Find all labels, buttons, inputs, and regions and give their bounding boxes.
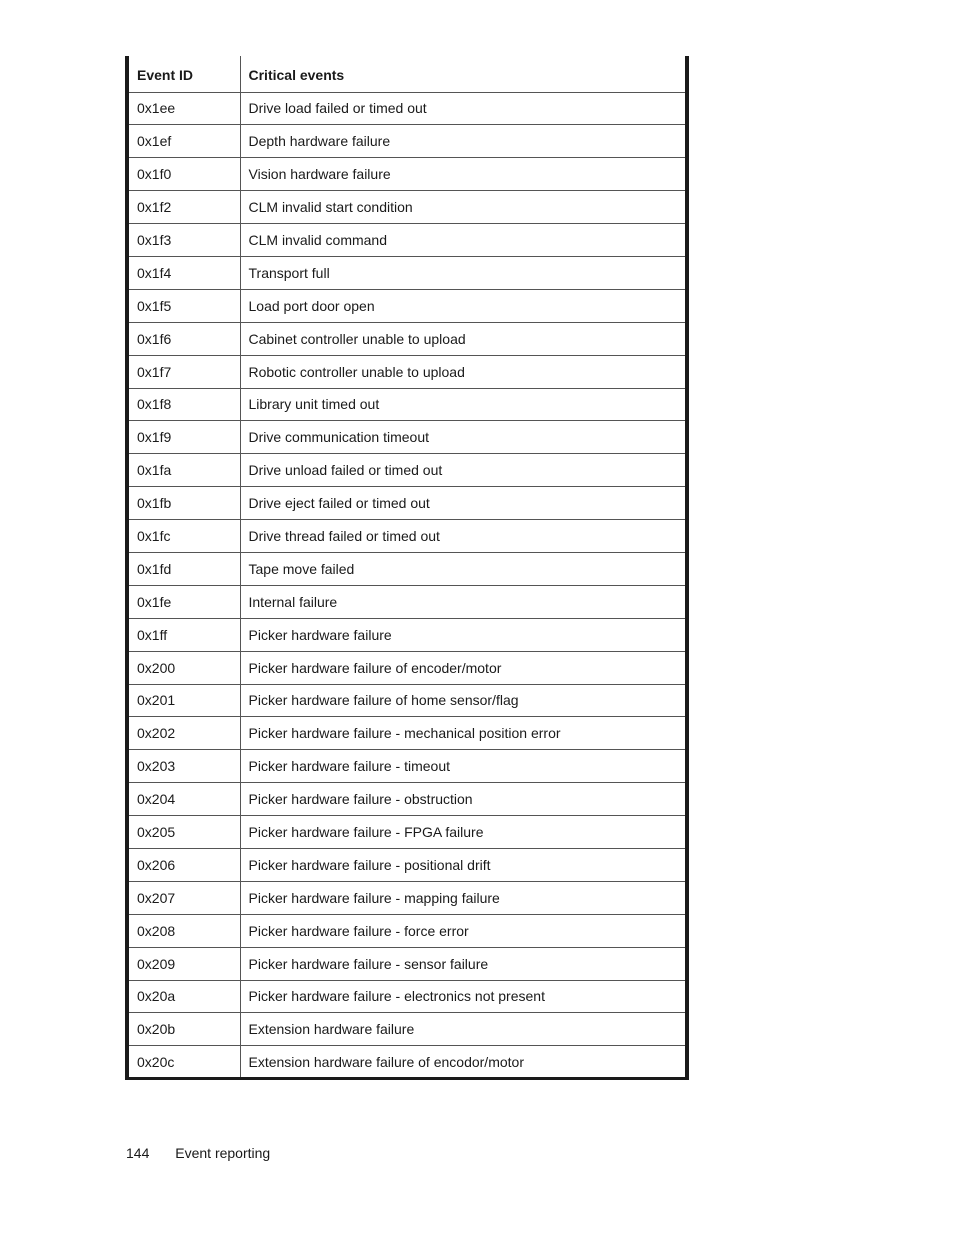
event-description-cell: Picker hardware failure - FPGA failure — [240, 816, 687, 849]
event-id-cell: 0x1f0 — [127, 158, 240, 191]
event-id-cell: 0x1fd — [127, 552, 240, 585]
table-row — [127, 552, 687, 585]
event-description-cell: CLM invalid command — [240, 224, 687, 257]
event-id-cell: 0x1f7 — [127, 355, 240, 388]
table-row — [127, 125, 687, 158]
event-description-cell: Depth hardware failure — [240, 125, 687, 158]
table-row — [127, 717, 687, 750]
event-description-cell: Load port door open — [240, 289, 687, 322]
table-row — [127, 585, 687, 618]
table-row — [127, 980, 687, 1013]
event-description-cell: Drive load failed or timed out — [240, 92, 687, 125]
table-row — [127, 684, 687, 717]
table-row — [127, 1013, 687, 1046]
table-row — [127, 388, 687, 421]
table-row — [127, 421, 687, 454]
table-row — [127, 750, 687, 783]
event-description-cell: Picker hardware failure - electronics not present — [240, 980, 687, 1013]
event-description-cell: Picker hardware failure - force error — [240, 914, 687, 947]
table-row — [127, 256, 687, 289]
event-description-cell: CLM invalid start condition — [240, 191, 687, 224]
table-header-row — [127, 56, 687, 92]
event-id-cell: 0x20c — [127, 1046, 240, 1079]
event-id-cell: 0x1f2 — [127, 191, 240, 224]
table-row — [127, 783, 687, 816]
event-id-cell: 0x1f4 — [127, 256, 240, 289]
event-description-cell: Extension hardware failure — [240, 1013, 687, 1046]
event-description-cell: Drive unload failed or timed out — [240, 454, 687, 487]
event-id-cell: 0x1ff — [127, 618, 240, 651]
event-id-cell: 0x1f5 — [127, 289, 240, 322]
event-id-cell: 0x1fe — [127, 585, 240, 618]
table-row — [127, 618, 687, 651]
table-row — [127, 322, 687, 355]
event-id-cell: 0x1f6 — [127, 322, 240, 355]
table-row — [127, 848, 687, 881]
event-description-cell: Internal failure — [240, 585, 687, 618]
event-description-cell: Cabinet controller unable to upload — [240, 322, 687, 355]
event-description-cell: Picker hardware failure - positional drift — [240, 848, 687, 881]
event-id-cell: 0x202 — [127, 717, 240, 750]
event-description-cell: Transport full — [240, 256, 687, 289]
event-description-cell: Tape move failed — [240, 552, 687, 585]
table-row — [127, 454, 687, 487]
event-description-cell: Picker hardware failure — [240, 618, 687, 651]
page-number: 144 — [126, 1145, 150, 1161]
table-body — [127, 92, 687, 1079]
table-row — [127, 881, 687, 914]
event-id-cell: 0x1ee — [127, 92, 240, 125]
table-row — [127, 191, 687, 224]
event-id-cell: 0x1fc — [127, 520, 240, 553]
event-id-cell: 0x208 — [127, 914, 240, 947]
table-row — [127, 92, 687, 125]
event-id-cell: 0x207 — [127, 881, 240, 914]
event-description-cell: Vision hardware failure — [240, 158, 687, 191]
event-description-cell: Robotic controller unable to upload — [240, 355, 687, 388]
event-id-cell: 0x203 — [127, 750, 240, 783]
event-id-cell: 0x1ef — [127, 125, 240, 158]
event-id-cell: 0x209 — [127, 947, 240, 980]
event-id-cell: 0x201 — [127, 684, 240, 717]
event-description-cell: Library unit timed out — [240, 388, 687, 421]
event-description-cell: Drive thread failed or timed out — [240, 520, 687, 553]
table-row — [127, 520, 687, 553]
event-description-cell: Picker hardware failure - sensor failure — [240, 947, 687, 980]
critical-events-table — [125, 56, 689, 1080]
event-description-cell: Picker hardware failure - mechanical position error — [240, 717, 687, 750]
event-id-cell: 0x205 — [127, 816, 240, 849]
section-title: Event reporting — [175, 1145, 271, 1161]
table-row — [127, 355, 687, 388]
event-id-cell: 0x204 — [127, 783, 240, 816]
table-row — [127, 651, 687, 684]
event-description-cell: Drive communication timeout — [240, 421, 687, 454]
event-id-cell: 0x1f8 — [127, 388, 240, 421]
table-row — [127, 1046, 687, 1079]
event-description-cell: Picker hardware failure - obstruction — [240, 783, 687, 816]
event-description-cell: Picker hardware failure - timeout — [240, 750, 687, 783]
event-description-cell: Drive eject failed or timed out — [240, 487, 687, 520]
critical-events-header: Critical events — [240, 56, 687, 92]
event-description-cell: Extension hardware failure of encodor/motor — [240, 1046, 687, 1079]
table-row — [127, 289, 687, 322]
event-id-cell: 0x1fb — [127, 487, 240, 520]
event-description-cell: Picker hardware failure of home sensor/flag — [240, 684, 687, 717]
event-id-header: Event ID — [127, 56, 240, 92]
event-id-cell: 0x1fa — [127, 454, 240, 487]
table-row — [127, 224, 687, 257]
table-row — [127, 947, 687, 980]
table-row — [127, 158, 687, 191]
event-id-cell: 0x20a — [127, 980, 240, 1013]
event-id-cell: 0x1f9 — [127, 421, 240, 454]
event-id-cell: 0x206 — [127, 848, 240, 881]
event-id-cell: 0x1f3 — [127, 224, 240, 257]
page-footer — [126, 1145, 270, 1161]
event-id-cell: 0x200 — [127, 651, 240, 684]
event-id-cell: 0x20b — [127, 1013, 240, 1046]
table-row — [127, 914, 687, 947]
event-description-cell: Picker hardware failure of encoder/motor — [240, 651, 687, 684]
table-row — [127, 816, 687, 849]
event-description-cell: Picker hardware failure - mapping failure — [240, 881, 687, 914]
table-row — [127, 487, 687, 520]
